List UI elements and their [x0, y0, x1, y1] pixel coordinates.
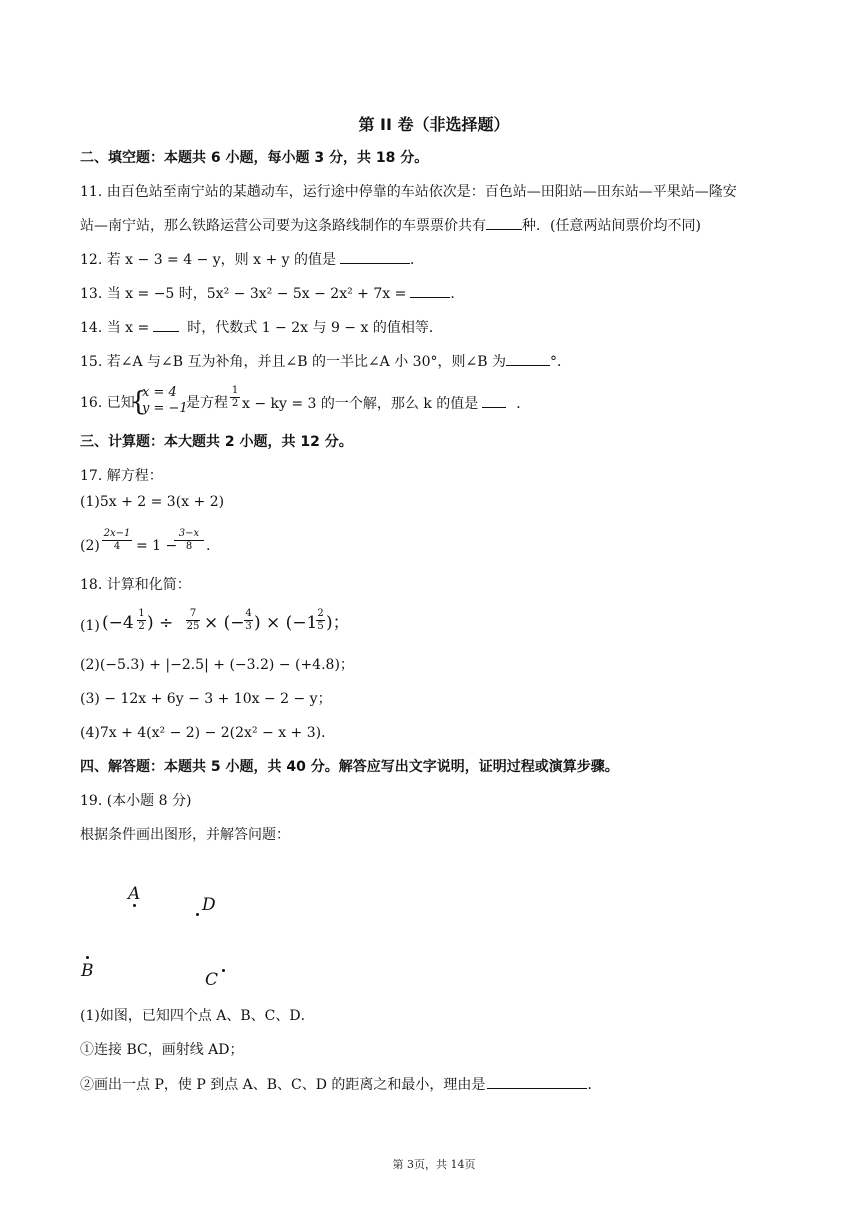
- question-19-intro: 根据条件画出图形，并解答问题：: [80, 827, 290, 843]
- part-label: (2): [80, 538, 100, 554]
- question-18: 18. 计算和化简：: [80, 577, 191, 593]
- expr-e: ) × (−1: [254, 613, 318, 633]
- system-eq-2: y = −1: [142, 401, 188, 416]
- point-label-a: A: [128, 884, 141, 904]
- fraction-numerator: 7: [186, 608, 200, 621]
- question-18-3: (3) − 12x + 6y − 3 + 10x − 2 − y；: [80, 691, 332, 707]
- answer-blank: [482, 393, 506, 408]
- system-eq-1: x = 4: [142, 385, 177, 400]
- answer-blank: [487, 1074, 587, 1089]
- part-label: (1): [80, 618, 100, 634]
- fraction-numerator: 3−x: [174, 528, 204, 541]
- point-label-d: D: [202, 895, 216, 915]
- answer-blank: [506, 351, 550, 366]
- question-12-text: 12. 若 x − 3 = 4 − y，则 x + y 的值是: [80, 252, 337, 268]
- question-17-1: (1)5x + 2 = 3(x + 2): [80, 494, 225, 510]
- fraction-denominator: 25: [186, 621, 200, 632]
- expr-a: (−4: [102, 613, 134, 633]
- equation-middle: = 1 −: [136, 538, 178, 554]
- equation-end: .: [206, 538, 211, 554]
- answer-blank: [486, 215, 522, 230]
- fraction-c: [186, 608, 200, 633]
- question-18-2: (2)(−5.3) + |−2.5| + (−3.2) − (+4.8)；: [80, 657, 354, 673]
- question-16-mid: 是方程: [186, 395, 228, 411]
- question-19-1-b: [80, 1074, 601, 1095]
- fraction-1: [102, 528, 132, 553]
- expr-b: ) ÷: [147, 613, 174, 633]
- fraction-denominator: 5: [317, 621, 324, 632]
- point-d-dot: [196, 913, 199, 916]
- fraction-denominator: 4: [113, 541, 121, 552]
- question-16-text: 16. 已知: [80, 395, 135, 411]
- fraction-numerator: 2x−1: [103, 528, 131, 539]
- fraction-numerator: 4: [245, 608, 252, 619]
- question-13: [80, 283, 464, 304]
- brace-icon: {: [130, 387, 147, 417]
- fraction-d: [244, 608, 253, 633]
- question-15: [80, 351, 571, 372]
- section-3-heading: 三、计算题：本大题共 2 小题，共 12 分。: [80, 434, 353, 450]
- question-15-text: 15. 若∠A 与∠B 互为补角，并且∠B 的一半比∠A 小 30°，则∠B 为: [80, 354, 506, 370]
- page-title: 第 II 卷（非选择题）: [358, 115, 510, 134]
- point-b-dot: [86, 956, 89, 959]
- fraction-numerator: 1: [231, 385, 239, 396]
- question-19: 19. (本小题 8 分): [80, 793, 192, 809]
- answer-blank: [153, 317, 179, 332]
- question-14-text: 14. 当 x =: [80, 320, 150, 336]
- question-16-tail: ．: [516, 396, 531, 412]
- question-11-tail: 种．(任意两站间票价均不同): [522, 218, 701, 234]
- fraction-numerator: 2: [317, 608, 324, 619]
- question-12: [80, 249, 424, 270]
- question-19-1-a: ①连接 BC，画射线 AD；: [80, 1042, 244, 1058]
- fraction-a: [137, 608, 146, 633]
- section-4-heading: 四、解答题：本题共 5 小题，共 40 分。解答应写出文字说明，证明过程或演算步骤。: [80, 759, 619, 775]
- fraction-e: [316, 608, 325, 633]
- question-18-4: (4)7x + 4(x² − 2) − 2(2x² − x + 3)．: [80, 725, 336, 741]
- question-13-tail: ．: [450, 286, 465, 302]
- question-11-line2: [80, 215, 701, 236]
- question-19-1: (1)如图，已知四个点 A、B、C、D．: [80, 1008, 315, 1024]
- fraction-half: [230, 385, 240, 410]
- question-19-1-b-text: ②画出一点 P，使 P 到点 A、B、C、D 的距离之和最小，理由是: [80, 1077, 486, 1093]
- fraction-denominator: 2: [138, 621, 145, 632]
- fraction-denominator: 3: [245, 621, 252, 632]
- question-16-text2: [242, 393, 530, 414]
- fraction-denominator: 2: [231, 398, 239, 409]
- answer-blank: [410, 283, 450, 298]
- question-14-tail: 时，代数式 1 − 2x 与 9 − x 的值相等．: [187, 320, 443, 336]
- question-16-equation: x − ky = 3 的一个解，那么 k 的值是: [242, 396, 479, 412]
- question-13-text: 13. 当 x = −5 时，5x² − 3x² − 5x − 2x² + 7x =: [80, 286, 407, 302]
- question-17: 17. 解方程：: [80, 468, 163, 484]
- question-15-tail: °．: [549, 354, 571, 370]
- point-label-c: C: [205, 970, 219, 990]
- question-14: [80, 317, 443, 338]
- fraction-2: [174, 528, 204, 553]
- question-19-1-b-tail: ．: [587, 1077, 602, 1093]
- expr-d: × (−: [204, 613, 245, 633]
- answer-blank: [340, 249, 410, 264]
- point-a-dot: [133, 904, 136, 907]
- fraction-denominator: 8: [185, 541, 193, 552]
- page-footer: 第 3页，共 14页: [392, 1158, 476, 1171]
- question-11-line1: 11. 由百色站至南宁站的某趟动车，运行途中停靠的车站依次是：百色站—田阳站—田东站—平果站—隆安: [80, 184, 737, 200]
- point-c-dot: [222, 969, 225, 972]
- fraction-numerator: 1: [138, 608, 145, 619]
- expr-f: )；: [326, 613, 350, 633]
- question-12-tail: ．: [410, 252, 425, 268]
- point-label-b: B: [81, 961, 94, 981]
- section-2-heading: 二、填空题：本题共 6 小题，每小题 3 分，共 18 分。: [80, 150, 429, 166]
- question-11-text: 站—南宁站，那么铁路运营公司要为这条路线制作的车票票价共有: [80, 218, 486, 234]
